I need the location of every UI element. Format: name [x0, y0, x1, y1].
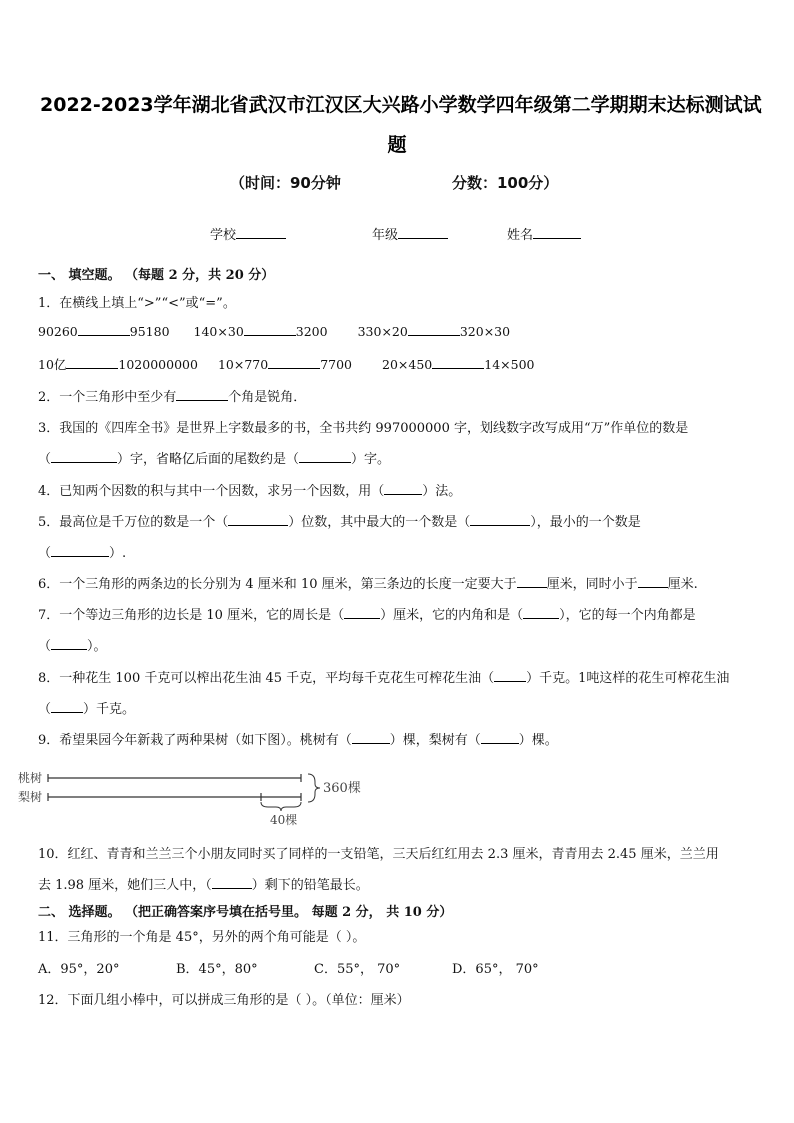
q1-r2-left-2: 10×770 — [217, 357, 269, 372]
q9-text-a: 9．希望果园今年新栽了两种果树（如下图）。桃树有（ — [38, 733, 352, 748]
q1-r2-blank-2[interactable] — [268, 356, 320, 369]
q5-text-a: 5．最高位是千万位的数是一个（ — [38, 515, 229, 530]
grade-field — [372, 224, 448, 243]
q10-text-b: 去 1.98 厘米，她们三人中，（ — [38, 878, 212, 893]
question-12: 12．下面几组小棒中，可以拼成三角形的是（ ）。（单位：厘米） — [38, 993, 410, 1008]
q5-blank-1[interactable] — [228, 513, 288, 526]
q1-r2-right-3: 14×500 — [484, 357, 535, 372]
q7-text-e: ）。 — [87, 639, 107, 654]
diagram-diff-brace — [261, 802, 301, 811]
q3-blank-2[interactable] — [299, 450, 351, 463]
name-blank[interactable] — [533, 226, 581, 239]
question-9 — [38, 729, 558, 748]
q10-blank[interactable] — [212, 876, 252, 889]
q6-text-b: 厘米，同时小于 — [546, 577, 638, 592]
question-5-line-2 — [38, 542, 126, 561]
q1-r2-left-3: 20×450 — [382, 357, 433, 372]
grade-blank[interactable] — [398, 226, 448, 239]
q6-text-c: 厘米. — [667, 577, 698, 592]
q7-text-a: 7．一个等边三角形的边长是 10 厘米，它的周长是（ — [38, 608, 345, 623]
name-field — [507, 224, 581, 243]
question-3-line-1: 3．我国的《四库全书》是世界上字数最多的书，全书共约 997000000 字，划线数字改写成用“万”作单位的数是 — [38, 421, 689, 436]
school-blank[interactable] — [236, 226, 286, 239]
section-2-heading: 二、 选择题。 （把正确答案序号填在括号里。 每题 2 分， 共 10 分） — [38, 905, 453, 920]
q4-text-b: ）法。 — [422, 484, 462, 499]
q8-blank-1[interactable] — [494, 669, 526, 682]
q5-text-e: ）. — [109, 546, 127, 561]
question-3-line-2 — [38, 448, 390, 467]
q1-r1-right-1: 95180 — [129, 324, 170, 339]
q11-option-d[interactable]: D．65°， 70° — [452, 962, 539, 977]
diagram-total-label: 360棵 — [323, 781, 361, 796]
q11-option-a[interactable]: A．95°，20° — [38, 962, 120, 977]
question-7-line-2 — [38, 635, 107, 654]
question-10-line-2 — [38, 874, 369, 893]
q6-blank-2[interactable] — [638, 575, 668, 588]
diagram-total-brace — [308, 774, 320, 802]
question-1: 1．在横线上填上“>”“<”或“=”。 — [38, 296, 236, 311]
question-2 — [38, 386, 306, 405]
school-field — [210, 224, 286, 243]
diagram-label-peach: 桃树 — [18, 771, 43, 785]
question-1-row-2 — [38, 355, 535, 373]
q1-r1-left-1: 90260 — [38, 324, 78, 339]
q5-text-d: （ — [38, 546, 52, 561]
q1-r1-left-2: 140×30 — [193, 324, 244, 339]
diagram-label-pear: 梨树 — [18, 790, 43, 804]
q1-r1-right-3: 320×30 — [459, 324, 511, 339]
q6-text-a: 6．一个三角形的两条边的长分别为 4 厘米和 10 厘米，第三条边的长度一定要大于 — [38, 577, 517, 592]
q3-text-d: ）字。 — [351, 452, 391, 467]
q1-r2-blank-1[interactable] — [66, 356, 118, 369]
q1-r2-right-1: 1020000000 — [118, 357, 198, 372]
question-4 — [38, 480, 461, 499]
q1-r2-right-2: 7700 — [320, 357, 352, 372]
q8-text-a: 8．一种花生 100 千克可以榨出花生油 45 千克，平均每千克花生可榨花生油（ — [38, 671, 495, 686]
q4-text-a: 4．已知两个因数的积与其中一个因数，求另一个因数，用（ — [38, 484, 385, 499]
q2-text-b: 个角是锐角． — [228, 390, 307, 405]
question-6 — [38, 573, 698, 592]
q2-blank[interactable] — [176, 388, 228, 401]
q7-blank-2[interactable] — [523, 606, 559, 619]
q3-text-c: ）字，省略亿后面的尾数约是（ — [117, 452, 300, 467]
question-10-line-1: 10．红红、青青和兰兰三个小朋友同时买了同样的一支铅笔，三天后红红用去 2.3 厘米，青青用去 2.45 厘米，兰兰用 — [38, 847, 719, 862]
exam-time: （时间：90分钟 — [230, 174, 341, 192]
q9-blank-1[interactable] — [352, 731, 390, 744]
q11-option-b[interactable]: B．45°，80° — [176, 962, 258, 977]
q9-text-b: ）棵，梨树有（ — [389, 733, 481, 748]
q1-r1-right-2: 3200 — [295, 324, 328, 339]
q4-blank[interactable] — [384, 482, 422, 495]
q2-text-a: 2．一个三角形中至少有 — [38, 390, 177, 405]
q3-blank-1[interactable] — [51, 450, 117, 463]
fruit-tree-diagram — [18, 766, 378, 828]
q8-text-d: ）千克。 — [83, 702, 136, 717]
q8-blank-2[interactable] — [51, 700, 83, 713]
q5-text-c: ），最小的一个数是 — [530, 515, 641, 530]
q1-r2-blank-3[interactable] — [432, 356, 484, 369]
q8-text-c: （ — [38, 702, 52, 717]
q5-blank-2[interactable] — [470, 513, 530, 526]
q5-text-b: ）位数，其中最大的一个数是（ — [288, 515, 471, 530]
q8-text-b: ）千克。1吨这样的花生可榨花生油 — [526, 671, 730, 686]
question-8-line-2 — [38, 698, 135, 717]
page-title-line2: 题 — [387, 134, 407, 156]
q1-r1-left-3: 330×20 — [357, 324, 408, 339]
q1-r1-blank-1[interactable] — [78, 323, 130, 336]
q7-blank-1[interactable] — [344, 606, 380, 619]
section-1-heading: 一、 填空题。 （每题 2 分，共 20 分） — [38, 268, 275, 283]
diagram-diff-label: 40棵 — [270, 813, 298, 827]
q7-blank-3[interactable] — [51, 637, 87, 650]
grade-label: 年级 — [372, 228, 399, 243]
school-label: 学校 — [210, 228, 237, 243]
q6-blank-1[interactable] — [517, 575, 547, 588]
q5-blank-3[interactable] — [51, 544, 109, 557]
q1-r2-left-1: 10亿 — [38, 357, 67, 372]
q7-text-d: （ — [38, 639, 52, 654]
question-11: 11．三角形的一个角是 45°，另外的两个角可能是（ ）。 — [38, 930, 366, 945]
q11-option-c[interactable]: C．55°， 70° — [314, 962, 401, 977]
q7-text-b: ）厘米，它的内角和是（ — [380, 608, 524, 623]
q9-text-c: ）棵。 — [518, 733, 558, 748]
q1-r1-blank-2[interactable] — [244, 323, 296, 336]
q1-r1-blank-3[interactable] — [408, 323, 460, 336]
q9-blank-2[interactable] — [481, 731, 519, 744]
question-1-row-1 — [38, 323, 510, 339]
question-5-line-1 — [38, 511, 641, 530]
q7-text-c: ），它的每一个内角都是 — [559, 608, 696, 623]
exam-score: 分数：100分） — [452, 174, 559, 192]
question-7-line-1 — [38, 604, 696, 623]
page-title-line1: 2022-2023学年湖北省武汉市江汉区大兴路小学数学四年级第二学期期末达标测试试 — [40, 94, 762, 116]
name-label: 姓名 — [507, 228, 534, 243]
question-8-line-1 — [38, 667, 729, 686]
q10-text-c: ）剩下的铅笔最长。 — [251, 878, 369, 893]
q3-text-b: （ — [38, 452, 52, 467]
